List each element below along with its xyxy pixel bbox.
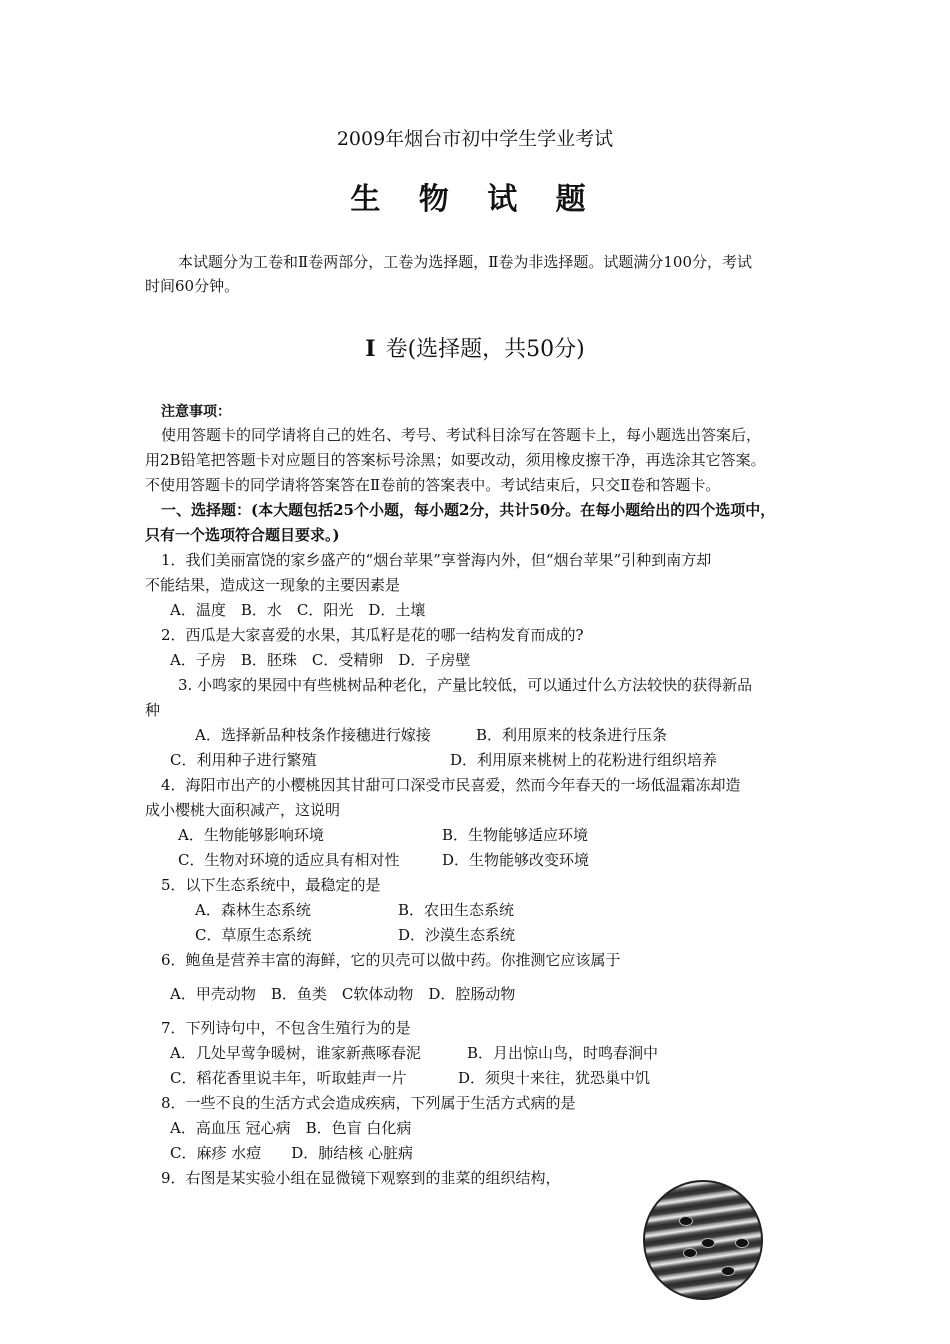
intro-line-1: 本试题分为工卷和Ⅱ卷两部分，工卷为选择题，Ⅱ卷为非选择题。试题满分100分，考试 — [178, 253, 753, 271]
question-4-option-a: A．生物能够影响环境 — [178, 826, 324, 844]
question-5-option-b: B．农田生态系统 — [398, 901, 515, 919]
question-5-stem: 5．以下生态系统中，最稳定的是 — [161, 876, 381, 894]
question-8-stem: 8．一些不良的生活方式会造成疾病，下列属于生活方式病的是 — [161, 1094, 576, 1112]
part-one-heading: 一、选择题：(本大题包括25个小题，每小题2分，共计50分。在每小题给出的四个选项中， — [161, 501, 776, 519]
question-4-stem: 4．海阳市出产的小樱桃因其甘甜可口深受市民喜爱，然而今年春天的一场低温霜冻却造 — [161, 776, 741, 794]
question-6-options: A．甲壳动物 B．鱼类 C软体动物 D．腔肠动物 — [170, 985, 516, 1003]
notice-line-3: 不使用答题卡的同学请将答案答在Ⅱ卷前的答案表中。考试结束后，只交Ⅱ卷和答题卡。 — [145, 476, 721, 494]
part-one-heading-cont: 只有一个选项符合题目要求。) — [145, 526, 340, 544]
question-5-option-c: C．草原生态系统 — [195, 926, 312, 944]
section-roman: Ⅰ — [365, 336, 376, 362]
subject-title: 生 物 试 题 — [350, 182, 600, 217]
notice-heading: 注意事项： — [161, 404, 231, 420]
question-8-options-ab: A．高血压 冠心病 B．色盲 白化病 — [170, 1119, 412, 1137]
question-2-stem: 2．西瓜是大家喜爱的水果，其瓜籽是花的哪一结构发育而成的? — [161, 626, 584, 644]
notice-line-2: 用2B铅笔把答题卡对应题目的答案标号涂黑；如要改动，须用橡皮擦干净，再选涂其它答案。 — [145, 451, 766, 469]
question-7-stem: 7．下列诗句中，不包含生殖行为的是 — [161, 1019, 411, 1037]
section-label: 卷(选择题，共50分) — [385, 337, 585, 362]
question-7-option-c: C．稻花香里说丰年，听取蛙声一片 — [170, 1069, 407, 1087]
question-7-option-a: A．几处早莺争暖树，谁家新燕啄春泥 — [170, 1044, 421, 1062]
section-title — [0, 334, 950, 365]
question-2-options: A．子房 B．胚珠 C．受精卵 D．子房壁 — [170, 651, 471, 669]
question-3-option-d: D．利用原来桃树上的花粉进行组织培养 — [450, 751, 718, 769]
question-3-option-a: A．选择新品种枝条作接穗进行嫁接 — [195, 726, 431, 744]
question-7-option-d: D．须臾十来往，犹恐巢中饥 — [458, 1069, 651, 1087]
question-4-option-d: D．生物能够改变环境 — [442, 851, 590, 869]
question-6-stem: 6．鲍鱼是营养丰富的海鲜，它的贝壳可以做中药。你推测它应该属于 — [161, 951, 621, 969]
question-1-options: A．温度 B．水 C．阳光 D．土壤 — [170, 601, 426, 619]
cell-nucleus — [735, 1238, 749, 1248]
exam-title: 2009年烟台市初中学生学业考试 — [336, 128, 614, 150]
question-3-option-b: B．利用原来的枝条进行压条 — [476, 726, 668, 744]
question-4-option-b: B．生物能够适应环境 — [442, 826, 589, 844]
microscope-figure — [643, 1180, 763, 1300]
question-3-option-c: C．利用种子进行繁殖 — [170, 751, 317, 769]
question-1-stem-cont: 不能结果，造成这一现象的主要因素是 — [145, 576, 401, 594]
question-8-options-cd: C．麻疹 水痘 D．肺结核 心脏病 — [170, 1144, 414, 1162]
notice-line-1: 使用答题卡的同学请将自己的姓名、考号、考试科目涂写在答题卡上，每小题选出答案后， — [161, 426, 762, 444]
question-5-option-d: D．沙漠生态系统 — [398, 926, 516, 944]
intro-line-2: 时间60分钟。 — [145, 277, 240, 295]
question-1-stem: 1．我们美丽富饶的家乡盛产的“烟台苹果”享誉海内外，但“烟台苹果”引种到南方却 — [161, 551, 712, 569]
question-3-stem: 3. 小鸣家的果园中有些桃树品种老化，产量比较低，可以通过什么方法较快的获得新品 — [178, 676, 753, 694]
cell-nucleus — [679, 1216, 693, 1226]
question-4-stem-cont: 成小樱桃大面积减产，这说明 — [145, 801, 341, 819]
question-4-option-c: C．生物对环境的适应具有相对性 — [178, 851, 400, 869]
cell-nucleus — [683, 1248, 697, 1258]
question-5-option-a: A．森林生态系统 — [195, 901, 311, 919]
question-7-option-b: B．月出惊山鸟，时鸣春涧中 — [467, 1044, 659, 1062]
question-9-stem: 9．右图是某实验小组在显微镜下观察到的韭菜的组织结构， — [161, 1169, 561, 1187]
cell-nucleus — [701, 1238, 715, 1248]
question-3-stem-cont: 种 — [145, 701, 161, 719]
cell-nucleus — [721, 1266, 735, 1276]
